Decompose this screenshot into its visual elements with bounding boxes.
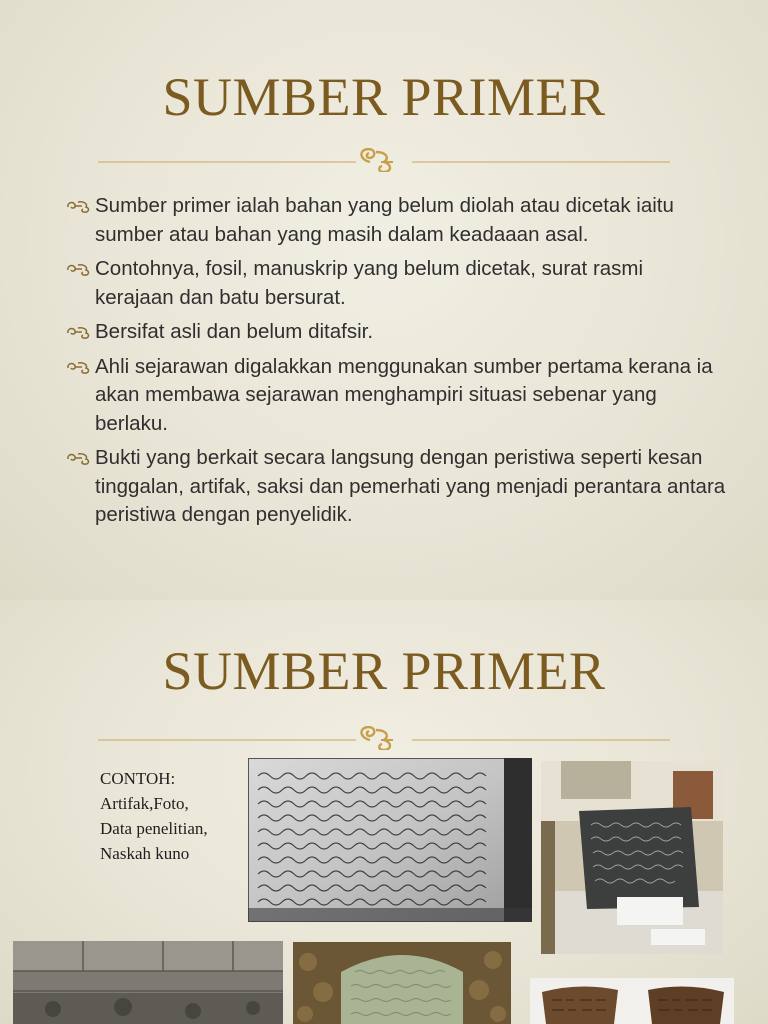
list-item xyxy=(66,318,726,347)
examples-text xyxy=(100,766,208,866)
scroll-bullet-icon xyxy=(66,452,90,465)
bullet-list xyxy=(66,192,726,536)
inscribed-stele-photo xyxy=(293,942,511,1024)
list-item xyxy=(66,353,726,439)
slide-title: SUMBER PRIMER xyxy=(162,641,606,701)
examples-line: Naskah kuno xyxy=(100,844,190,863)
manuscript-photo xyxy=(248,758,532,922)
bullet-text: Bukti yang berkait secara langsung dengan peristiwa seperti kesan tinggalan, artifak, saksi dan pemerhati yang menjadi perantara antara peristiwa dengan penyelidik. xyxy=(95,446,726,526)
examples-line: CONTOH: xyxy=(100,769,176,788)
museum-stone-photo xyxy=(541,761,723,954)
scroll-ornament-icon xyxy=(98,148,670,172)
scroll-bullet-icon xyxy=(66,263,90,276)
bullet-text: Sumber primer ialah bahan yang belum diolah atau dicetak iaitu sumber atau bahan yang masih dalam keadaaan asal. xyxy=(95,194,674,246)
clay-tablets-photo xyxy=(530,978,734,1024)
list-item xyxy=(66,255,726,312)
examples-line: Data penelitian, xyxy=(100,819,208,838)
list-item xyxy=(66,444,726,530)
scroll-bullet-icon xyxy=(66,200,90,213)
scroll-bullet-icon xyxy=(66,361,90,374)
slide-title: SUMBER PRIMER xyxy=(162,67,606,127)
examples-line: Artifak,Foto, xyxy=(100,794,189,813)
scroll-bullet-icon xyxy=(66,326,90,339)
scroll-ornament-icon xyxy=(98,726,670,750)
bullet-text: Contohnya, fosil, manuskrip yang belum dicetak, surat rasmi kerajaan dan batu bersurat. xyxy=(95,257,644,309)
list-item xyxy=(66,192,726,249)
temple-relief-photo xyxy=(13,941,283,1024)
bullet-text: Ahli sejarawan digalakkan menggunakan sumber pertama kerana ia akan membawa sejarawan menghampiri situasi sebenar yang berlaku. xyxy=(95,354,713,435)
slide-2 xyxy=(0,600,768,1024)
bullet-text: Bersifat asli dan belum ditafsir. xyxy=(95,320,374,343)
